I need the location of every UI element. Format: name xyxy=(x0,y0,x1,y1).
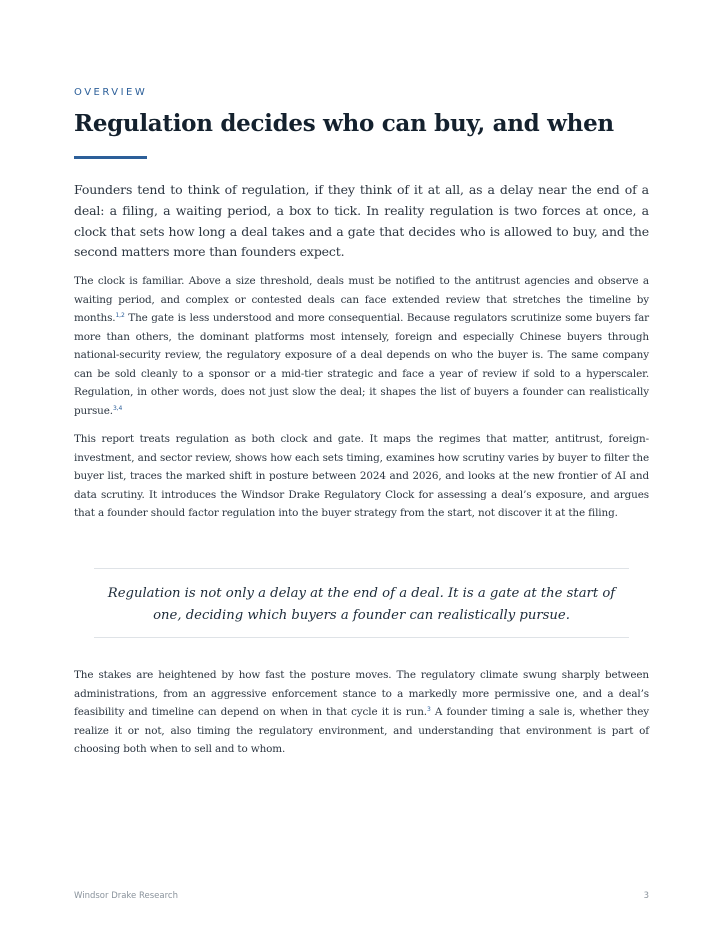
footer-page-number: 3 xyxy=(643,891,649,901)
body-paragraph-3-text-b: A founder timing a sale is, whether they realize it or not, also timing the regulatory environment, and understanding that environment is part of choosing both when to sell and to whom. xyxy=(74,706,649,755)
footnote-ref-3-4[interactable]: 3,4 xyxy=(112,404,123,412)
section-kicker: OVERVIEW xyxy=(74,87,148,98)
body-paragraph-3 xyxy=(74,666,649,759)
footnote-ref-3[interactable]: 3 xyxy=(426,706,431,713)
page-title: Regulation decides who can buy, and when xyxy=(74,110,614,137)
lead-paragraph: Founders tend to think of regulation, if they think of it at all, as a delay near the end of a deal: a filing, a waiting period, a box to tick. In reality regulation is two forces at once, a clock that sets how long a deal takes and a gate that decides who is allowed to buy, and the second matters more than founders expect. xyxy=(74,182,649,260)
pull-quote xyxy=(94,568,629,638)
body-paragraph-1-text-b: The gate is less understood and more consequential. Because regulators scrutinize some buyers far more than others, the dominant platforms most intensely, foreign and especially Chinese buyers through national-security review, the regulatory exposure of a deal depends on who the buyer is. The same company can be sold cleanly to a sponsor or a mid-tier strategic and face a year of review if sold to a hyperscaler. Regulation, in other words, does not just slow the deal; it shapes the list of buyers a founder can realistically pursue. xyxy=(74,312,649,417)
footer-publisher: Windsor Drake Research xyxy=(74,891,178,901)
pull-quote-text: Regulation is not only a delay at the end of a deal. It is a gate at the start of one, deciding which buyers a founder can realistically pursue. xyxy=(107,586,616,623)
body-paragraph-1 xyxy=(74,272,649,420)
body-paragraph-1-text-a: The clock is familiar. Above a size threshold, deals must be notified to the antitrust agencies and observe a waiting period, and complex or contested deals can face extended review that stretches the timeline by months. xyxy=(74,275,649,324)
title-accent-rule xyxy=(74,156,147,159)
footnote-ref-1-2[interactable]: 1,2 xyxy=(115,312,125,319)
body-paragraph-2: This report treats regulation as both clock and gate. It maps the regimes that matter, antitrust, foreign-investment, and sector review, shows how each sets timing, examines how scrutiny varies by buyer to filter the buyer list, traces the marked shift in posture between 2024 and 2026, and looks at the new frontier of AI and data scrutiny. It introduces the Windsor Drake Regulatory Clock for assessing a deal’s exposure, and argues that a founder should factor regulation into the buyer strategy from the start, not discover it at the filing. xyxy=(74,433,649,519)
body-paragraph-3-text-a: The stakes are heightened by how fast the posture moves. The regulatory climate swung sharply between administrations, from an aggressive enforcement stance to a markedly more permissive one, and a deal’s feasibility and timeline can depend on when in that cycle it is run. xyxy=(74,669,649,718)
